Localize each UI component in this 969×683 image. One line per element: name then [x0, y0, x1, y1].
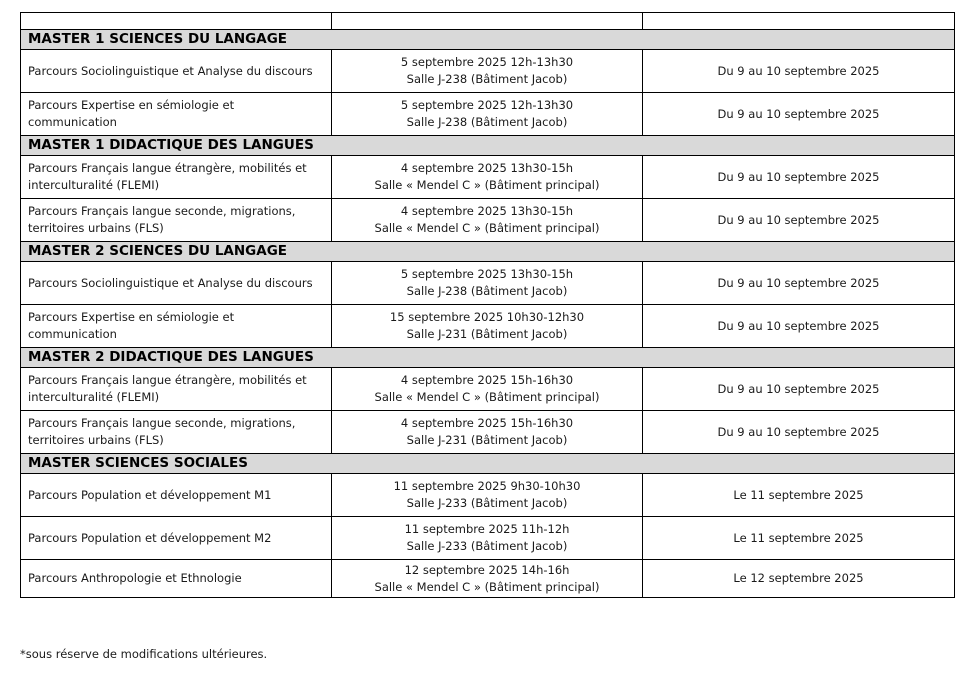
- room-text: Salle J-231 (Bâtiment Jacob): [406, 327, 568, 341]
- section-title: MASTER SCIENCES SOCIALES: [21, 454, 955, 474]
- inscription-cell: Le 11 septembre 2025: [643, 474, 955, 517]
- table-row: [21, 411, 955, 454]
- room-text: Salle J-233 (Bâtiment Jacob): [406, 496, 568, 510]
- date-text: 11 septembre 2025 11h-12h: [404, 522, 570, 536]
- header-cell-parcours: [21, 13, 332, 30]
- room-text: Salle J-238 (Bâtiment Jacob): [406, 72, 568, 86]
- table-row: [21, 368, 955, 411]
- date-text: 15 septembre 2025 10h30-12h30: [389, 310, 585, 324]
- section-title: MASTER 1 DIDACTIQUE DES LANGUES: [21, 136, 955, 156]
- parcours-cell: Parcours Sociolinguistique et Analyse du discours: [21, 50, 332, 93]
- section-header-m1-sciences-langage: [21, 30, 955, 50]
- date-text: 5 septembre 2025 13h30-15h: [400, 267, 574, 281]
- inscription-cell: Du 9 au 10 septembre 2025: [643, 305, 955, 348]
- date-text: 4 septembre 2025 15h-16h30: [400, 416, 574, 430]
- room-text: Salle « Mendel C » (Bâtiment principal): [374, 390, 600, 404]
- table-row: [21, 560, 955, 598]
- room-text: Salle J-238 (Bâtiment Jacob): [406, 284, 568, 298]
- parcours-cell: Parcours Français langue étrangère, mobilités et interculturalité (FLEMI): [21, 156, 332, 199]
- table-row: [21, 517, 955, 560]
- date-cell: [332, 50, 643, 93]
- table-row: [21, 156, 955, 199]
- parcours-cell: Parcours Population et développement M2: [21, 517, 332, 560]
- date-cell: [332, 156, 643, 199]
- footnote: *sous réserve de modifications ultérieures.: [20, 647, 268, 661]
- table-row: [21, 50, 955, 93]
- date-text: 5 septembre 2025 12h-13h30: [400, 98, 574, 112]
- room-text: Salle « Mendel C » (Bâtiment principal): [374, 178, 600, 192]
- inscription-cell: Du 9 au 10 septembre 2025: [643, 262, 955, 305]
- date-text: 4 septembre 2025 15h-16h30: [400, 373, 574, 387]
- date-text: 12 septembre 2025 14h-16h: [404, 562, 570, 577]
- parcours-cell: Parcours Français langue seconde, migrations, territoires urbains (FLS): [21, 411, 332, 454]
- date-cell: [332, 560, 643, 598]
- parcours-cell: Parcours Français langue seconde, migrations, territoires urbains (FLS): [21, 199, 332, 242]
- date-cell: [332, 305, 643, 348]
- room-text: Salle J-238 (Bâtiment Jacob): [406, 115, 568, 129]
- section-title: MASTER 1 SCIENCES DU LANGAGE: [21, 30, 955, 50]
- table-row: [21, 93, 955, 136]
- parcours-cell: Parcours Expertise en sémiologie et communication: [21, 305, 332, 348]
- schedule-table: [20, 12, 955, 598]
- section-header-m2-sciences-langage: [21, 242, 955, 262]
- inscription-cell: Du 9 au 10 septembre 2025: [643, 368, 955, 411]
- date-text: 4 septembre 2025 13h30-15h: [400, 204, 574, 218]
- date-cell: [332, 93, 643, 136]
- table-header-row: [21, 13, 955, 30]
- table-row: [21, 474, 955, 517]
- room-text: Salle « Mendel C » (Bâtiment principal): [374, 221, 600, 235]
- inscription-cell: Le 11 septembre 2025: [643, 517, 955, 560]
- section-title: MASTER 2 DIDACTIQUE DES LANGUES: [21, 348, 955, 368]
- inscription-cell: Le 12 septembre 2025: [643, 560, 955, 598]
- date-cell: [332, 474, 643, 517]
- date-cell: [332, 517, 643, 560]
- date-cell: [332, 199, 643, 242]
- inscription-cell: Du 9 au 10 septembre 2025: [643, 93, 955, 136]
- room-text: Salle « Mendel C » (Bâtiment principal): [374, 579, 600, 594]
- parcours-cell: Parcours Français langue étrangère, mobilités et interculturalité (FLEMI): [21, 368, 332, 411]
- parcours-cell: Parcours Population et développement M1: [21, 474, 332, 517]
- parcours-cell: Parcours Anthropologie et Ethnologie: [21, 560, 332, 598]
- inscription-cell: Du 9 au 10 septembre 2025: [643, 199, 955, 242]
- room-text: Salle J-231 (Bâtiment Jacob): [406, 433, 568, 447]
- section-header-sciences-sociales: [21, 454, 955, 474]
- inscription-cell: Du 9 au 10 septembre 2025: [643, 411, 955, 454]
- parcours-cell: Parcours Sociolinguistique et Analyse du discours: [21, 262, 332, 305]
- date-text: 5 septembre 2025 12h-13h30: [400, 55, 574, 69]
- header-cell-inscription: [643, 13, 955, 30]
- header-cell-date: [332, 13, 643, 30]
- date-cell: [332, 411, 643, 454]
- table-row: [21, 262, 955, 305]
- section-header-m2-didactique-langues: [21, 348, 955, 368]
- parcours-cell: Parcours Expertise en sémiologie et communication: [21, 93, 332, 136]
- date-text: 4 septembre 2025 13h30-15h: [400, 161, 574, 175]
- inscription-cell: Du 9 au 10 septembre 2025: [643, 156, 955, 199]
- room-text: Salle J-233 (Bâtiment Jacob): [406, 539, 568, 553]
- inscription-cell: Du 9 au 10 septembre 2025: [643, 50, 955, 93]
- section-title: MASTER 2 SCIENCES DU LANGAGE: [21, 242, 955, 262]
- date-cell: [332, 262, 643, 305]
- date-text: 11 septembre 2025 9h30-10h30: [393, 479, 581, 493]
- date-cell: [332, 368, 643, 411]
- table-row: [21, 305, 955, 348]
- table-row: [21, 199, 955, 242]
- section-header-m1-didactique-langues: [21, 136, 955, 156]
